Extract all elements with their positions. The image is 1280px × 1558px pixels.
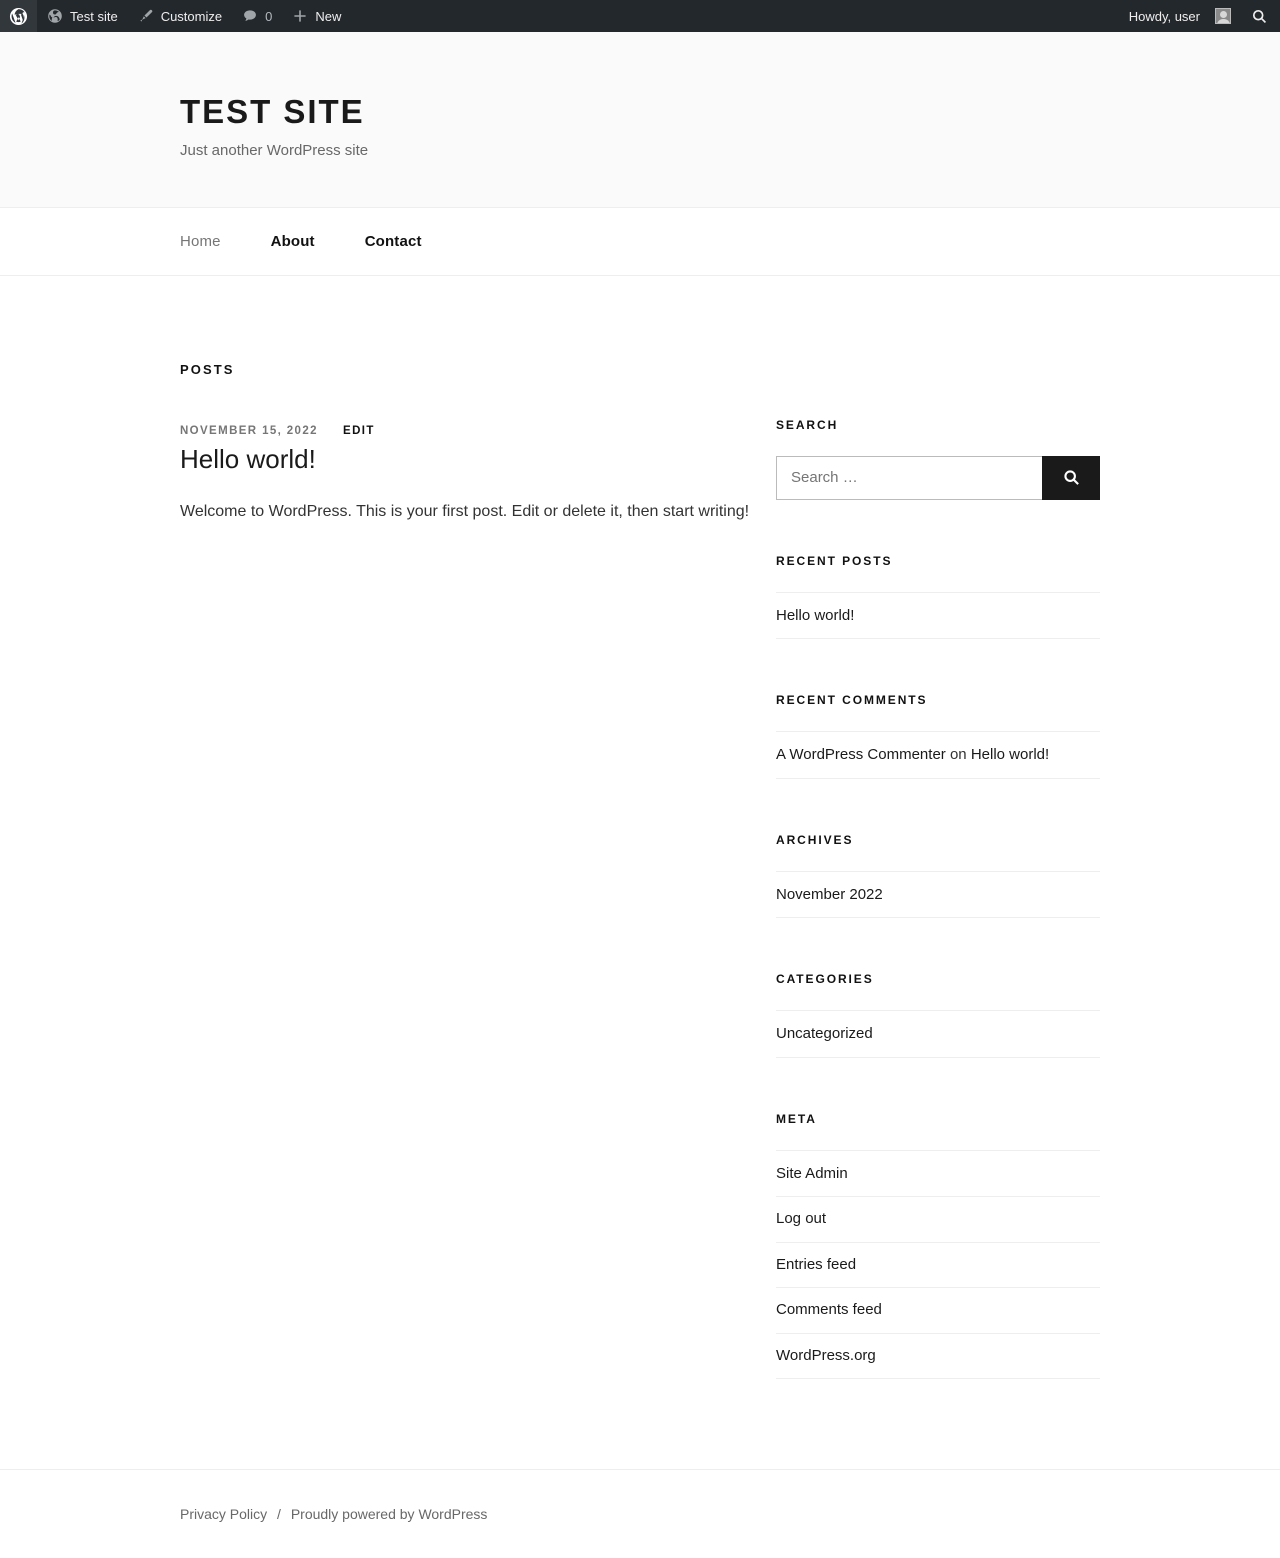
search-icon (1251, 8, 1268, 25)
list-item (776, 1150, 1100, 1198)
paintbrush-icon (138, 8, 154, 24)
post-date-link[interactable]: NOVEMBER 15, 2022 (180, 424, 318, 437)
post-title (180, 443, 752, 476)
privacy-policy-link[interactable]: Privacy Policy (180, 1506, 268, 1523)
list-item (776, 1243, 1100, 1289)
plus-icon (292, 8, 308, 24)
site-description: Just another WordPress site (180, 141, 369, 159)
widget-search-title: SEARCH (776, 417, 839, 432)
recent-comments-list (776, 731, 1100, 779)
widget-search (776, 418, 1100, 500)
wordpress-logo-icon (9, 7, 28, 26)
search-form (776, 456, 1100, 500)
admin-bar-search-button[interactable] (1241, 0, 1280, 32)
nav-item-contact[interactable]: Contact (364, 232, 422, 250)
admin-bar-new-label: New (315, 8, 342, 24)
meta-list (776, 1150, 1100, 1380)
recent-posts-list (776, 592, 1100, 640)
sidebar (776, 362, 1100, 1380)
meta-link-comments-feed[interactable]: Comments feed (776, 1301, 882, 1319)
categories-list (776, 1010, 1100, 1058)
widget-meta-title: META (776, 1111, 817, 1126)
list-item (776, 1197, 1100, 1243)
search-input[interactable] (776, 456, 1042, 500)
list-item (776, 592, 1100, 640)
site-title-link[interactable]: TEST SITE (180, 93, 365, 130)
list-item (776, 731, 1100, 779)
category-link[interactable]: Uncategorized (776, 1025, 873, 1043)
archives-list (776, 871, 1100, 919)
comment-on-text: on (945, 746, 971, 764)
meta-link-entries-feed[interactable]: Entries feed (776, 1255, 857, 1273)
widget-recent-posts (776, 554, 1100, 640)
widget-recent-comments-title: RECENT COMMENTS (776, 693, 928, 708)
list-item (776, 1334, 1100, 1380)
post-edit-link[interactable]: EDIT (343, 424, 375, 437)
widget-categories (776, 972, 1100, 1058)
post-meta (180, 425, 752, 437)
site-content (180, 276, 1100, 1380)
post-article (180, 425, 752, 526)
post-content (180, 499, 752, 525)
avatar (1215, 8, 1231, 24)
admin-bar (0, 0, 1280, 32)
post-title-text: Hello world! (180, 443, 316, 474)
dashboard-icon (47, 8, 63, 24)
recent-post-link[interactable]: Hello world! (776, 606, 855, 624)
admin-bar-customize[interactable] (128, 0, 232, 32)
admin-bar-site-name-label: Test site (70, 8, 118, 24)
meta-link-site-admin[interactable]: Site Admin (776, 1164, 848, 1182)
admin-bar-comments[interactable] (232, 0, 282, 32)
site-footer (0, 1469, 1280, 1558)
archive-link[interactable]: November 2022 (776, 885, 883, 903)
admin-bar-customize-label: Customize (160, 8, 223, 24)
nav-item-about[interactable]: About (270, 232, 315, 250)
list-item (776, 1288, 1100, 1334)
meta-link-log-out[interactable]: Log out (776, 1210, 827, 1228)
admin-bar-new-content[interactable] (282, 0, 351, 32)
search-icon (1062, 468, 1081, 487)
widget-archives (776, 833, 1100, 919)
admin-bar-my-account[interactable] (1119, 0, 1241, 32)
list-item (776, 871, 1100, 919)
comment-author: A WordPress Commenter (776, 746, 946, 764)
wordpress-credit-link[interactable]: Proudly powered by WordPress (290, 1506, 488, 1523)
comment-post-link[interactable]: Hello world! (970, 746, 1050, 764)
main-content (180, 362, 752, 526)
page-title (180, 92, 1100, 132)
admin-bar-comment-count: 0 (265, 8, 273, 24)
widget-categories-title: CATEGORIES (776, 972, 874, 987)
widget-meta (776, 1112, 1100, 1380)
footer-separator: / (277, 1506, 281, 1523)
admin-bar-left (0, 0, 351, 32)
admin-bar-right (1119, 0, 1280, 32)
widget-recent-comments (776, 693, 1100, 779)
nav-item-home[interactable]: Home (180, 232, 221, 250)
admin-bar-howdy-label: Howdy, user (1128, 8, 1200, 24)
posts-heading: POSTS (180, 361, 235, 377)
widget-recent-posts-title: RECENT POSTS (776, 553, 893, 568)
primary-navigation (0, 208, 1280, 276)
site-header (0, 32, 1280, 208)
widget-archives-title: ARCHIVES (776, 832, 854, 847)
admin-bar-site-name[interactable] (37, 0, 128, 32)
post-excerpt: Welcome to WordPress. This is your first post. Edit or delete it, then start writing! (180, 503, 750, 521)
comment-bubble-icon (242, 8, 258, 24)
list-item (776, 1010, 1100, 1058)
wordpress-logo-button[interactable] (0, 0, 37, 32)
meta-link-wordpress-org[interactable]: WordPress.org (776, 1346, 876, 1364)
search-submit-button[interactable] (1042, 456, 1100, 500)
